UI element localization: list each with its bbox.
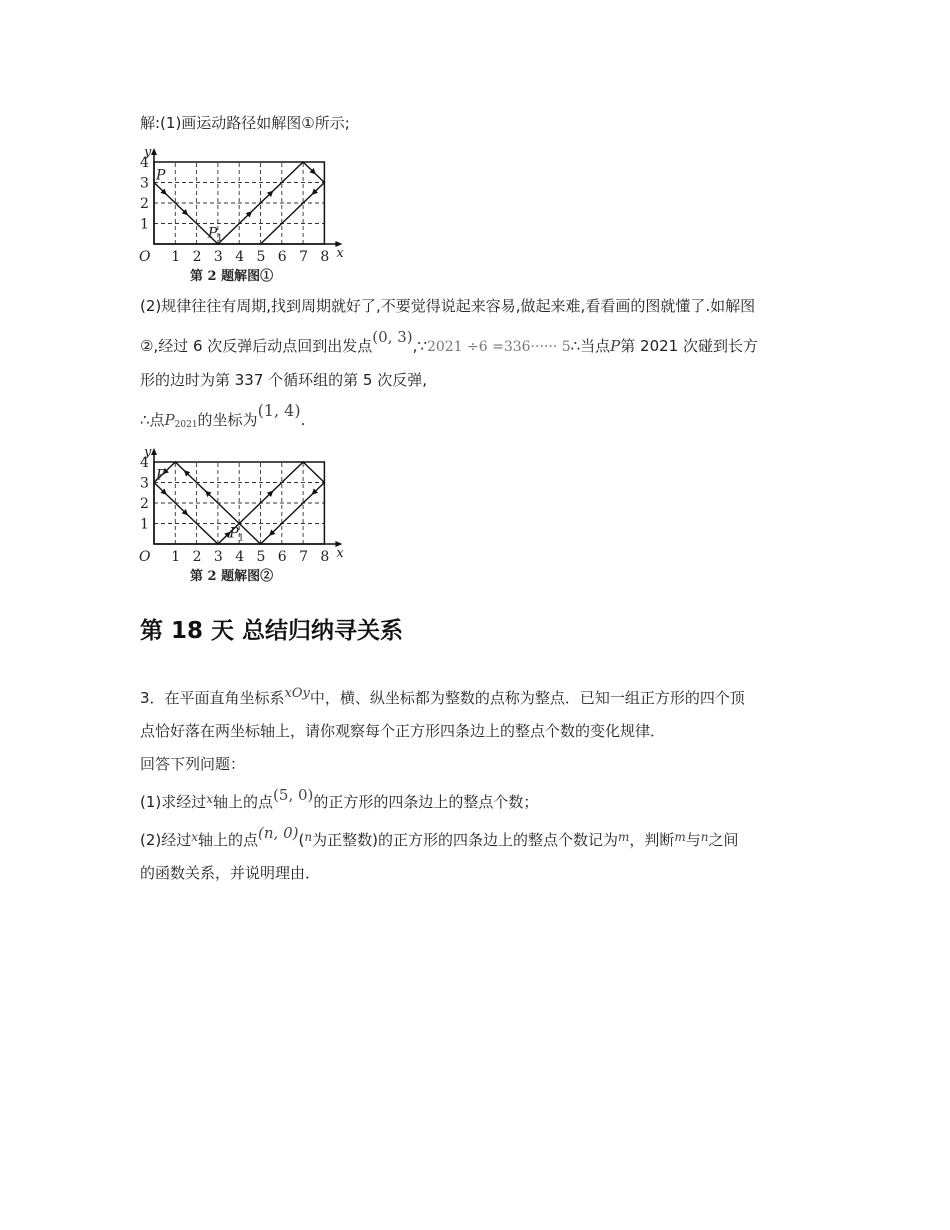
- x-tick-label: 3: [213, 249, 223, 265]
- x-tick-label: 5: [256, 249, 266, 265]
- y-axis-label: y: [144, 445, 152, 460]
- point-p: P: [610, 337, 621, 355]
- x-tick-label: 2: [192, 549, 202, 565]
- problem3-q2-line2: 的函数关系，并说明理由．: [140, 864, 321, 882]
- subscript-2021: 2021: [174, 420, 198, 430]
- x-tick-label: 3: [213, 549, 223, 565]
- point-n-0: (n, 0): [258, 824, 299, 842]
- problem3-line1: [140, 688, 745, 710]
- point-p1-subscript: 1: [238, 533, 244, 544]
- text-segment: 轴上的点: [198, 831, 259, 849]
- var-n: n: [304, 830, 313, 844]
- solution-part1: 解:(1)画运动路径如解图①所示;: [140, 114, 350, 132]
- var-x: x: [206, 792, 214, 806]
- var-m: m: [617, 830, 630, 844]
- x-tick-label: 6: [277, 549, 287, 565]
- start-point: (0, 3): [372, 328, 413, 346]
- text-segment: ,∵: [412, 337, 427, 355]
- var-n: n: [700, 830, 709, 844]
- x-tick-label: 4: [235, 549, 245, 565]
- point-p-label: P: [156, 167, 166, 184]
- x-tick-label: 7: [299, 549, 309, 565]
- text-segment: ∴当点: [570, 337, 611, 355]
- point-p1-label: P: [207, 225, 218, 242]
- text-segment: 3．在平面直角坐标系: [140, 689, 285, 707]
- figure-2: [138, 440, 344, 586]
- x-axis-label: x: [336, 246, 344, 261]
- x-tick-label: 5: [256, 549, 266, 565]
- figure-caption: 第 2 题解图①: [190, 269, 274, 284]
- text-segment: .: [300, 411, 306, 429]
- solution-part2-line4: [140, 401, 306, 435]
- text-segment: ②,经过 6 次反弹后动点回到出发点: [140, 337, 373, 355]
- y-axis-label: y: [144, 145, 152, 160]
- point-p1-label: P: [229, 525, 239, 542]
- y-axis-arrow: [151, 148, 157, 155]
- point-p1-subscript: 1: [216, 233, 223, 244]
- text-segment: 的正方形的四条边上的整点个数；: [313, 793, 539, 811]
- point-p2021: P: [164, 411, 175, 429]
- y-tick-label: 4: [140, 455, 149, 471]
- x-tick-label: 6: [277, 249, 287, 265]
- text-segment: ∴点: [140, 411, 165, 429]
- y-tick-label: 3: [140, 475, 149, 492]
- x-tick-label: 8: [320, 549, 330, 565]
- x-tick-label: 2: [192, 249, 202, 265]
- y-tick-label: 2: [140, 196, 149, 212]
- text-segment: (: [298, 831, 305, 849]
- solution-part2-line2: [140, 328, 758, 357]
- y-tick-label: 3: [140, 175, 149, 192]
- figure-1-graph: [138, 140, 344, 288]
- var-x: x: [191, 830, 199, 844]
- text-segment: 为正整数)的正方形的四条边上的整点个数记为: [312, 831, 618, 849]
- problem3-q1: [140, 786, 539, 813]
- text-segment: ，判断: [629, 831, 675, 849]
- text-segment: (2)经过: [140, 831, 192, 849]
- y-tick-label: 1: [140, 516, 149, 533]
- x-tick-label: 7: [299, 249, 309, 265]
- figure-1: [138, 140, 344, 288]
- text-segment: 的坐标为: [197, 411, 258, 429]
- solution-part2-line1: (2)规律往往有周期,找到周期就好了,不要觉得说起来容易,做起来难,看看画的图就懂了.如解图: [140, 297, 756, 315]
- x-tick-label: 1: [171, 549, 181, 565]
- x-tick-label: 4: [235, 249, 245, 265]
- problem3-line3: 回答下列问题：: [140, 755, 246, 773]
- x-tick-label: 8: [320, 249, 330, 265]
- figure-caption: 第 2 题解图②: [190, 569, 274, 584]
- problem3-line2: 点恰好落在两坐标轴上，请你观察每个正方形四条边上的整点个数的变化规律．: [140, 722, 666, 740]
- origin-label: O: [139, 249, 151, 265]
- text-segment: (1)求经过: [140, 793, 207, 811]
- y-tick-label: 1: [140, 216, 149, 233]
- section-heading: 第 18 天 总结归纳寻关系: [140, 618, 404, 644]
- solution-part2-line3: 形的边时为第 337 个循环组的第 5 次反弹,: [140, 371, 428, 389]
- y-tick-label: 4: [140, 155, 149, 171]
- figure-2-graph: [138, 440, 344, 586]
- origin-label: O: [139, 549, 151, 565]
- var-xoy: xOy: [284, 686, 310, 701]
- point-5-0: (5, 0): [273, 786, 314, 804]
- x-axis-label: x: [336, 546, 344, 561]
- y-tick-label: 2: [140, 496, 149, 512]
- text-segment: 轴上的点: [213, 793, 274, 811]
- point-p-label: P: [156, 467, 166, 484]
- x-tick-label: 1: [171, 249, 181, 265]
- text-segment: 第 2021 次碰到长方: [620, 337, 758, 355]
- division-expression: 2021 ÷6 =336······ 5: [426, 339, 571, 355]
- text-segment: 中，横、纵坐标都为整数的点称为整点．已知一组正方形的四个顶: [309, 689, 745, 707]
- text-segment: 之间: [708, 831, 739, 849]
- result-coordinate: (1, 4): [257, 401, 301, 420]
- text-segment: 与: [685, 831, 701, 849]
- var-m: m: [674, 830, 686, 844]
- y-axis-arrow: [151, 448, 157, 455]
- problem3-q2: [140, 824, 739, 851]
